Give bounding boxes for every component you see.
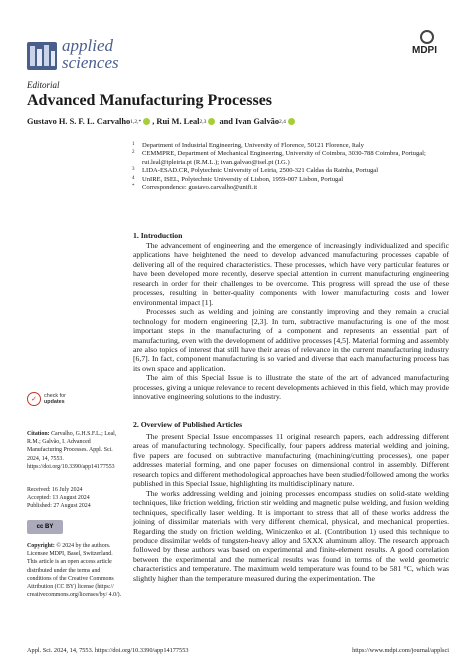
footer-citation: Appl. Sci. 2024, 14, 7553. https://doi.org/10.3390/app14177553 [27, 647, 189, 654]
orcid-icon[interactable] [208, 118, 215, 125]
paragraph: The works addressing welding and joining processes encompass studies on solid-state welding techniques, like friction welding, friction stir welding and magnetic pulse welding, and fusion welding techniques, specifically laser welding. It is important to stress that all of these works address the joining of dissimilar materials with very different chemical, physical, and mechanical properties. Regarding the study on friction welding, Winiczenko et al. (Contribution 1) used this technique to produce dissimilar welds of tungsten-heavy alloy and 5XXX aluminum alloy. The research approach followed by these authors was based on experimental and finite-element results. A good correlation between the experimental and the numerical results was found in terms of the weld geometric characteristics and temperature. The maximum weld temperature was found to be 581 °C, which was slightly higher than the temperature measured during the experimentation. The [133, 488, 449, 583]
paragraph: The aim of this Special Issue is to illustrate the state of the art of advanced manufacturing processes, giving a unique relevance to recent developments achieved in this field, which may provide innovative engineering solutions to the industry. [133, 373, 449, 402]
section-heading: 2. Overview of Published Articles [133, 420, 243, 429]
article-title: Advanced Manufacturing Processes [27, 92, 273, 109]
section-body [133, 432, 449, 583]
paragraph: The advancement of engineering and the emergence of increasingly individualized and specific applications have heightened the need to develop advanced manufacturing processes capable of delivering all of the required characteristics. These processes, which have very particular features or have been developed more recently, deserve special attention in current manufacturing engineering research in order for their challenges to be overcome. This progress will spread the use of these processes, resulting in better-quality components with lower manufacturing costs and lower environmental impact [1]. [133, 241, 449, 307]
author-affiliation: 2,3 [199, 118, 207, 125]
paragraph: The present Special Issue encompasses 11 original research papers, each addressing different areas of manufacturing technology. Specifically, four papers address material welding and joining, five papers are focused on subtractive manufacturing (machining/cutting processes), one paper addresses material forming, and one paper focuses on dimensional control in assembly. Different research topics and different methodological approaches have been studied/followed among the works published in this Special Issue, highlighting its multidisciplinary nature. [133, 432, 449, 489]
accepted-date: Accepted: 13 August 2024 [27, 495, 90, 502]
section-heading: 1. Introduction [133, 231, 183, 240]
check-for-updates-button[interactable]: ✓ check for updates [27, 392, 66, 406]
affiliation-item: * Correspondence: gustavo.carvalho@unifi.it [132, 184, 258, 192]
affiliation-item: rui.leal@ipleiria.pt (R.M.L.); ivan.galvao@isel.pt (I.G.) [142, 158, 290, 166]
journal-logo-icon [27, 42, 57, 70]
paragraph: Processes such as welding and joining are constantly improving and they remain a crucial technology for modern engineering [2,3]. In turn, subtractive manufacturing is one of the most important steps in the manufacturing of a component and represents an essential part of manufacturing, even with the development of additive processes [4,5]. Material forming and assembly are also topics of interest that still have their areas of relevance in the current manufacturing industry [6,7]. In fact, component manufacturing is so varied and diverse that each manufacturing process has its own space and application. [133, 307, 449, 373]
affiliation-item: 2 CEMMPRE, Department of Mechanical Engineering, University of Coimbra, 3030-788 Coimbra, Portugal; [132, 150, 426, 158]
check-icon: ✓ [27, 392, 41, 406]
orcid-icon[interactable] [288, 118, 295, 125]
author-affiliation: 1,2,* [130, 118, 142, 125]
affiliation-item: 1 Department of Industrial Engineering, University of Florence, 50121 Florence, Italy [132, 142, 364, 149]
article-type: Editorial [27, 80, 60, 90]
author-affiliation: 2,4 [279, 118, 286, 125]
author-name: Rui M. Leal [156, 117, 200, 126]
section-body [133, 241, 449, 402]
orcid-icon[interactable] [143, 118, 150, 125]
affiliations [132, 142, 462, 192]
author-list: Gustavo H. S. F. L. Carvalho 1,2,* , Rui M. Leal 2,3 and Ivan Galvão 2,4 [27, 117, 297, 126]
journal-name: applied sciences [62, 36, 119, 72]
affiliation-item: 3 LIDA-ESAD.CR, Polytechnic University of Leiria, 2500-321 Caldas da Rainha, Portugal [132, 167, 379, 175]
author-name: Gustavo H. S. F. L. Carvalho [27, 117, 131, 126]
received-date: Received: 16 July 2024 [27, 487, 83, 493]
affiliation-item: 4 UnIRE, ISEL, Polytechnic University of Lisbon, 1959-007 Lisbon, Portugal [132, 175, 344, 183]
copyright: Copyright: © 2024 by the authors. Licensee MDPI, Basel, Switzerland. This article is an open access article distributed under the terms and conditions of the Creative Commons Attribution (CC BY) license (https:// creativecommons.org/licenses/by/ 4.0/). [27, 543, 122, 599]
cc-license-badge[interactable]: cc BY [27, 520, 63, 534]
dates [27, 486, 123, 511]
publisher-name: MDPI [412, 45, 437, 56]
author-name: and Ivan Galvão [219, 117, 280, 126]
published-date: Published: 27 August 2024 [27, 503, 91, 510]
footer-url[interactable]: https://www.mdpi.com/journal/applsci [352, 647, 449, 654]
mdpi-logo-icon [420, 30, 434, 44]
citation: Citation: Carvalho, G.H.S.F.L.; Leal, R.M.; Galvão, I. Advanced Manufacturing Processes. Appl. Sci. 2024, 14, 7553. https://doi.org/10.3390/app14177553 [27, 431, 117, 470]
